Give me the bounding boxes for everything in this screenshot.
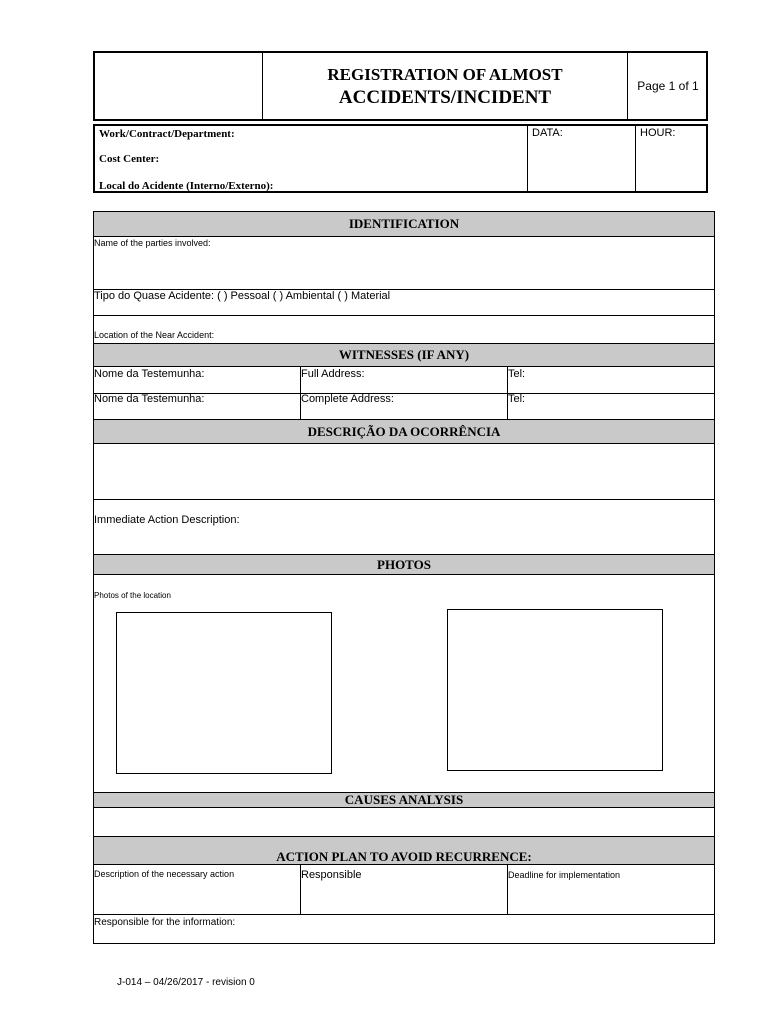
immediate-action-label: Immediate Action Description:: [94, 514, 240, 526]
form-title: [263, 53, 628, 119]
date-field[interactable]: [528, 126, 636, 191]
witness-name-label: Nome da Testemunha:: [94, 393, 205, 405]
photo-frame-1[interactable]: [116, 612, 332, 774]
column-divider: [300, 865, 301, 914]
necessary-action-label: Description of the necessary action: [94, 869, 235, 879]
witness-tel-label: Tel:: [508, 368, 526, 380]
footer-revision: J-014 – 04/26/2017 - revision 0: [117, 977, 255, 988]
responsible-label: Responsible: [301, 869, 362, 881]
title-line-2: ACCIDENTS/INCIDENT: [338, 87, 552, 108]
hour-label: HOUR:: [640, 127, 676, 139]
logo-area: [95, 53, 263, 119]
witness-address-label: Full Address:: [301, 368, 365, 380]
photo-frame-2[interactable]: [447, 609, 663, 771]
form-header: [93, 51, 708, 121]
witness-tel-label: Tel:: [508, 393, 526, 405]
hour-field[interactable]: [636, 126, 708, 191]
photos-location-label: Photos of the location: [94, 591, 171, 600]
column-divider: [507, 367, 508, 419]
column-divider: [300, 367, 301, 419]
divider: [94, 914, 714, 915]
section-description: DESCRIÇÃO DA OCORRÊNCIA: [94, 419, 714, 444]
page-number: Page 1 of 1: [637, 79, 699, 93]
section-action-plan: ACTION PLAN TO AVOID RECURRENCE:: [94, 836, 714, 865]
title-line-1: REGISTRATION OF ALMOST: [327, 65, 563, 84]
section-photos: PHOTOS: [94, 554, 714, 575]
info-fields[interactable]: [95, 126, 528, 191]
witness-name-label: Nome da Testemunha:: [94, 368, 205, 380]
location-label: Location of the Near Accident:: [94, 330, 215, 340]
divider: [94, 315, 714, 316]
section-causes: CAUSES ANALYSIS: [94, 792, 714, 808]
local-accident-label: Local do Acidente (Interno/Externo):: [99, 180, 274, 192]
column-divider: [507, 865, 508, 914]
divider: [94, 499, 714, 500]
date-label: DATA:: [532, 127, 563, 139]
parties-label: Name of the parties involved:: [94, 238, 211, 248]
info-box: [93, 124, 708, 193]
section-witnesses: WITNESSES (IF ANY): [94, 343, 714, 367]
work-contract-label: Work/Contract/Department:: [99, 128, 235, 140]
responsible-info-label: Responsible for the information:: [94, 917, 236, 928]
witness-address-label: Complete Address:: [301, 393, 394, 405]
section-identification: IDENTIFICATION: [94, 212, 714, 237]
report-form: [93, 211, 715, 944]
accident-type-label[interactable]: Tipo do Quase Acidente: ( ) Pessoal ( ) Ambiental ( ) Material: [94, 290, 391, 302]
deadline-label: Deadline for implementation: [508, 870, 621, 880]
cost-center-label: Cost Center:: [99, 153, 160, 165]
